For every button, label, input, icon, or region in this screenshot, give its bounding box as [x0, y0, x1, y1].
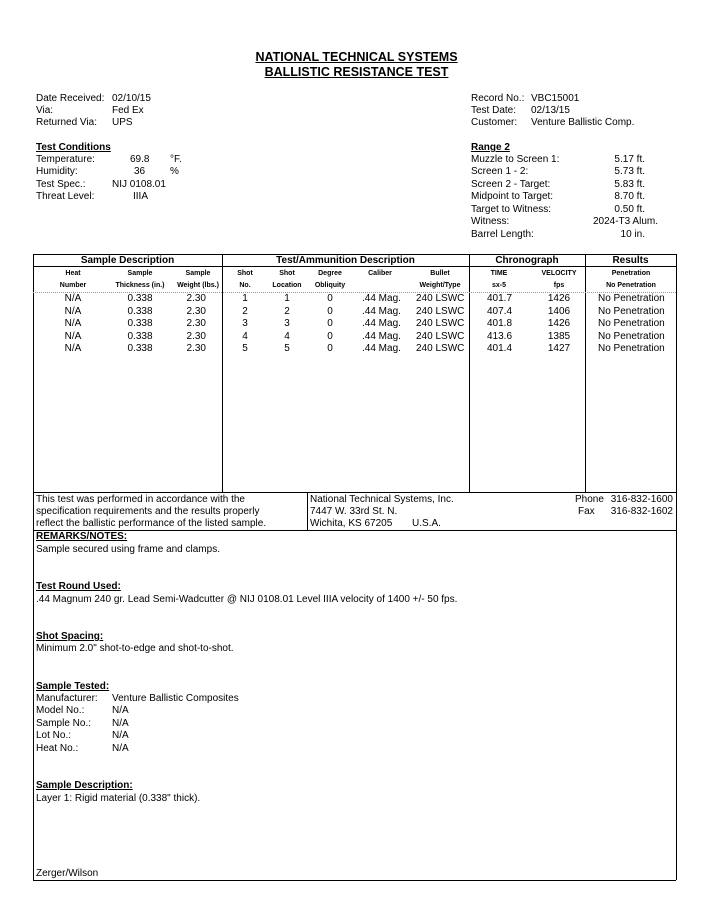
- company-city: Wichita, KS 67205: [310, 518, 393, 529]
- date-received-label: Date Received:: [36, 93, 105, 104]
- sample-tested-heading: Sample Tested:: [36, 681, 110, 692]
- heat-number-cell: N/A: [64, 318, 82, 330]
- date-received-value: 02/10/15: [112, 93, 151, 104]
- returned-via-value: UPS: [112, 117, 133, 128]
- shot-no-cell: 5: [242, 343, 248, 355]
- range-heading: Range 2: [471, 142, 510, 153]
- obliquity-cell: 0: [327, 343, 333, 355]
- company-name: National Technical Systems, Inc.: [310, 494, 454, 505]
- bullet-cell: 240 LSWC: [416, 343, 465, 355]
- statement-line: reflect the ballistic performance of the listed sample.: [36, 518, 267, 529]
- col-time-header: TIME: [490, 270, 508, 277]
- phone-number: 316-832-1600: [610, 494, 673, 505]
- humidity-label: Humidity:: [36, 166, 78, 177]
- humidity-unit: %: [170, 166, 179, 177]
- col-weight-subheader: Weight (lbs.): [177, 282, 219, 289]
- penetration-cell: No Penetration: [598, 343, 665, 355]
- report-subtitle: BALLISTIC RESISTANCE TEST: [264, 65, 449, 79]
- company-country: U.S.A.: [412, 518, 441, 529]
- location-cell: 5: [284, 343, 290, 355]
- heat-number-cell: N/A: [64, 293, 82, 304]
- range-label: Screen 1 - 2:: [471, 166, 529, 177]
- col-time-subheader: sx-5: [491, 282, 506, 289]
- obliquity-cell: 0: [327, 305, 333, 317]
- col-location-subheader: Location: [272, 282, 302, 289]
- weight-cell: 2.30: [186, 330, 206, 342]
- obliquity-cell: 0: [327, 318, 333, 330]
- range-value: 0.50 ft.: [614, 204, 645, 215]
- penetration-cell: No Penetration: [598, 293, 665, 304]
- caliber-cell: .44 Mag.: [362, 330, 401, 342]
- col-thickness-header: Sample: [127, 270, 153, 277]
- statement-line: specification requirements and the results properly: [36, 506, 260, 517]
- company-street: 7447 W. 33rd St. N.: [310, 506, 398, 517]
- caliber-cell: .44 Mag.: [362, 293, 401, 304]
- lot-no-label: Lot No.:: [36, 730, 72, 741]
- col-velocity-subheader: fps: [553, 282, 565, 289]
- range-value: 5.17 ft.: [614, 154, 645, 165]
- thickness-cell: 0.338: [127, 330, 153, 342]
- heat-number-cell: N/A: [64, 330, 82, 342]
- velocity-cell: 1426: [547, 293, 571, 304]
- thickness-cell: 0.338: [127, 293, 153, 304]
- location-cell: 1: [284, 293, 290, 304]
- velocity-cell: 1385: [547, 330, 571, 342]
- test-spec-value: NIJ 0108.01: [112, 179, 166, 190]
- sample-no-label: Sample No.:: [36, 718, 92, 729]
- time-cell: 401.7: [487, 293, 513, 304]
- time-cell: 413.6: [487, 330, 513, 342]
- range-value: 5.73 ft.: [614, 166, 645, 177]
- col-bullet-header: Bullet: [430, 270, 450, 277]
- model-no-label: Model No.:: [36, 705, 85, 716]
- range-label: Target to Witness:: [471, 204, 552, 215]
- location-cell: 4: [284, 330, 290, 342]
- shot-spacing-heading: Shot Spacing:: [36, 631, 104, 642]
- velocity-cell: 1427: [547, 343, 571, 355]
- test-round-text: .44 Magnum 240 gr. Lead Semi-Wadcutter @ NIJ 0108.01 Level IIIA velocity of 1400 +/- 50 fps.: [36, 594, 458, 605]
- test-date-value: 02/13/15: [531, 105, 570, 116]
- penetration-cell: No Penetration: [598, 305, 665, 317]
- range-value: 8.70 ft.: [614, 191, 645, 202]
- location-cell: 2: [284, 305, 290, 317]
- time-cell: 407.4: [487, 305, 513, 317]
- range-label: Screen 2 - Target:: [471, 179, 551, 190]
- velocity-cell: 1426: [547, 318, 571, 330]
- test-conditions-heading: Test Conditions: [36, 142, 111, 153]
- group-test-ammunition: Test/Ammunition Description: [276, 255, 415, 266]
- group-results: Results: [612, 255, 649, 266]
- heat-no-label: Heat No.:: [36, 743, 79, 754]
- group-sample-description: Sample Description: [80, 255, 175, 266]
- range-label: Witness:: [471, 216, 510, 227]
- record-no-label: Record No.:: [471, 93, 525, 104]
- customer-label: Customer:: [471, 117, 518, 128]
- col-shot-subheader: No.: [239, 282, 251, 289]
- weight-cell: 2.30: [186, 343, 206, 355]
- time-cell: 401.4: [487, 343, 513, 355]
- group-chronograph: Chronograph: [495, 255, 559, 266]
- shot-no-cell: 3: [242, 318, 248, 330]
- col-shot-header: Shot: [237, 270, 253, 277]
- heat-number-cell: N/A: [64, 343, 82, 355]
- customer-value: Venture Ballistic Comp.: [531, 117, 635, 128]
- penetration-cell: No Penetration: [598, 330, 665, 342]
- weight-cell: 2.30: [186, 318, 206, 330]
- shot-no-cell: 4: [242, 330, 248, 342]
- shot-spacing-text: Minimum 2.0" shot-to-edge and shot-to-shot.: [36, 643, 234, 654]
- record-no-value: VBC15001: [531, 93, 580, 104]
- col-obliquity-header: Degree: [318, 270, 342, 277]
- phone-label: Phone: [575, 494, 604, 505]
- col-thickness-subheader: Thickness (in.): [115, 282, 165, 289]
- bullet-cell: 240 LSWC: [416, 293, 465, 304]
- lot-no-value: N/A: [112, 730, 129, 741]
- thickness-cell: 0.338: [127, 318, 153, 330]
- col-bullet-subheader: Weight/Type: [419, 282, 461, 289]
- remarks-text: Sample secured using frame and clamps.: [36, 544, 220, 555]
- via-value: Fed Ex: [112, 105, 144, 116]
- bullet-cell: 240 LSWC: [416, 330, 465, 342]
- range-value: 5.83 ft.: [614, 179, 645, 190]
- remarks-heading: REMARKS/NOTES:: [36, 531, 128, 542]
- thickness-cell: 0.338: [127, 305, 153, 317]
- thickness-cell: 0.338: [127, 343, 153, 355]
- col-velocity-header: VELOCITY: [541, 270, 577, 277]
- col-caliber-header: Caliber: [368, 270, 392, 277]
- heat-no-value: N/A: [112, 743, 129, 754]
- threat-level-label: Threat Level:: [36, 191, 95, 202]
- fax-label: Fax: [578, 506, 595, 517]
- humidity-value: 36: [134, 166, 146, 177]
- range-label: Midpoint to Target:: [471, 191, 554, 202]
- test-date-label: Test Date:: [471, 105, 517, 116]
- weight-cell: 2.30: [186, 305, 206, 317]
- returned-via-label: Returned Via:: [36, 117, 97, 128]
- col-weight-header: Sample: [185, 270, 211, 277]
- col-penetration-subheader: No Penetration: [606, 282, 656, 289]
- manufacturer-value: Venture Ballistic Composites: [112, 693, 239, 704]
- signature: Zerger/Wilson: [36, 868, 99, 879]
- fax-number: 316-832-1602: [610, 506, 673, 517]
- via-label: Via:: [36, 105, 54, 116]
- test-round-heading: Test Round Used:: [36, 581, 121, 592]
- temperature-unit: °F.: [170, 154, 182, 165]
- location-cell: 3: [284, 318, 290, 330]
- sample-description-text: Layer 1: Rigid material (0.338" thick).: [36, 793, 201, 804]
- manufacturer-label: Manufacturer:: [36, 693, 98, 704]
- temperature-label: Temperature:: [36, 154, 95, 165]
- col-heat-header: Heat: [65, 270, 81, 277]
- report-title: NATIONAL TECHNICAL SYSTEMS: [255, 50, 458, 64]
- bullet-cell: 240 LSWC: [416, 318, 465, 330]
- obliquity-cell: 0: [327, 293, 333, 304]
- shot-no-cell: 1: [242, 293, 248, 304]
- bullet-cell: 240 LSWC: [416, 305, 465, 317]
- penetration-cell: No Penetration: [598, 318, 665, 330]
- col-obliquity-subheader: Obliquity: [314, 282, 346, 289]
- col-heat-subheader: Number: [59, 282, 87, 289]
- col-location-header: Shot: [279, 270, 295, 277]
- range-label: Barrel Length:: [471, 229, 534, 240]
- velocity-cell: 1406: [547, 305, 571, 317]
- range-value: 10 in.: [620, 229, 645, 240]
- heat-number-cell: N/A: [64, 305, 82, 317]
- sample-description-heading: Sample Description:: [36, 780, 133, 791]
- sample-no-value: N/A: [112, 718, 129, 729]
- threat-level-value: IIIA: [133, 191, 149, 202]
- obliquity-cell: 0: [327, 330, 333, 342]
- model-no-value: N/A: [112, 705, 129, 716]
- time-cell: 401.8: [487, 318, 513, 330]
- temperature-value: 69.8: [130, 154, 150, 165]
- col-penetration-header: Penetration: [611, 270, 651, 277]
- statement-line: This test was performed in accordance with the: [36, 494, 245, 505]
- caliber-cell: .44 Mag.: [362, 318, 401, 330]
- weight-cell: 2.30: [186, 293, 206, 304]
- caliber-cell: .44 Mag.: [362, 343, 401, 355]
- shot-no-cell: 2: [242, 305, 248, 317]
- range-label: Muzzle to Screen 1:: [471, 154, 560, 165]
- caliber-cell: .44 Mag.: [362, 305, 401, 317]
- range-value: 2024-T3 Alum.: [592, 216, 658, 227]
- test-spec-label: Test Spec.:: [36, 179, 86, 190]
